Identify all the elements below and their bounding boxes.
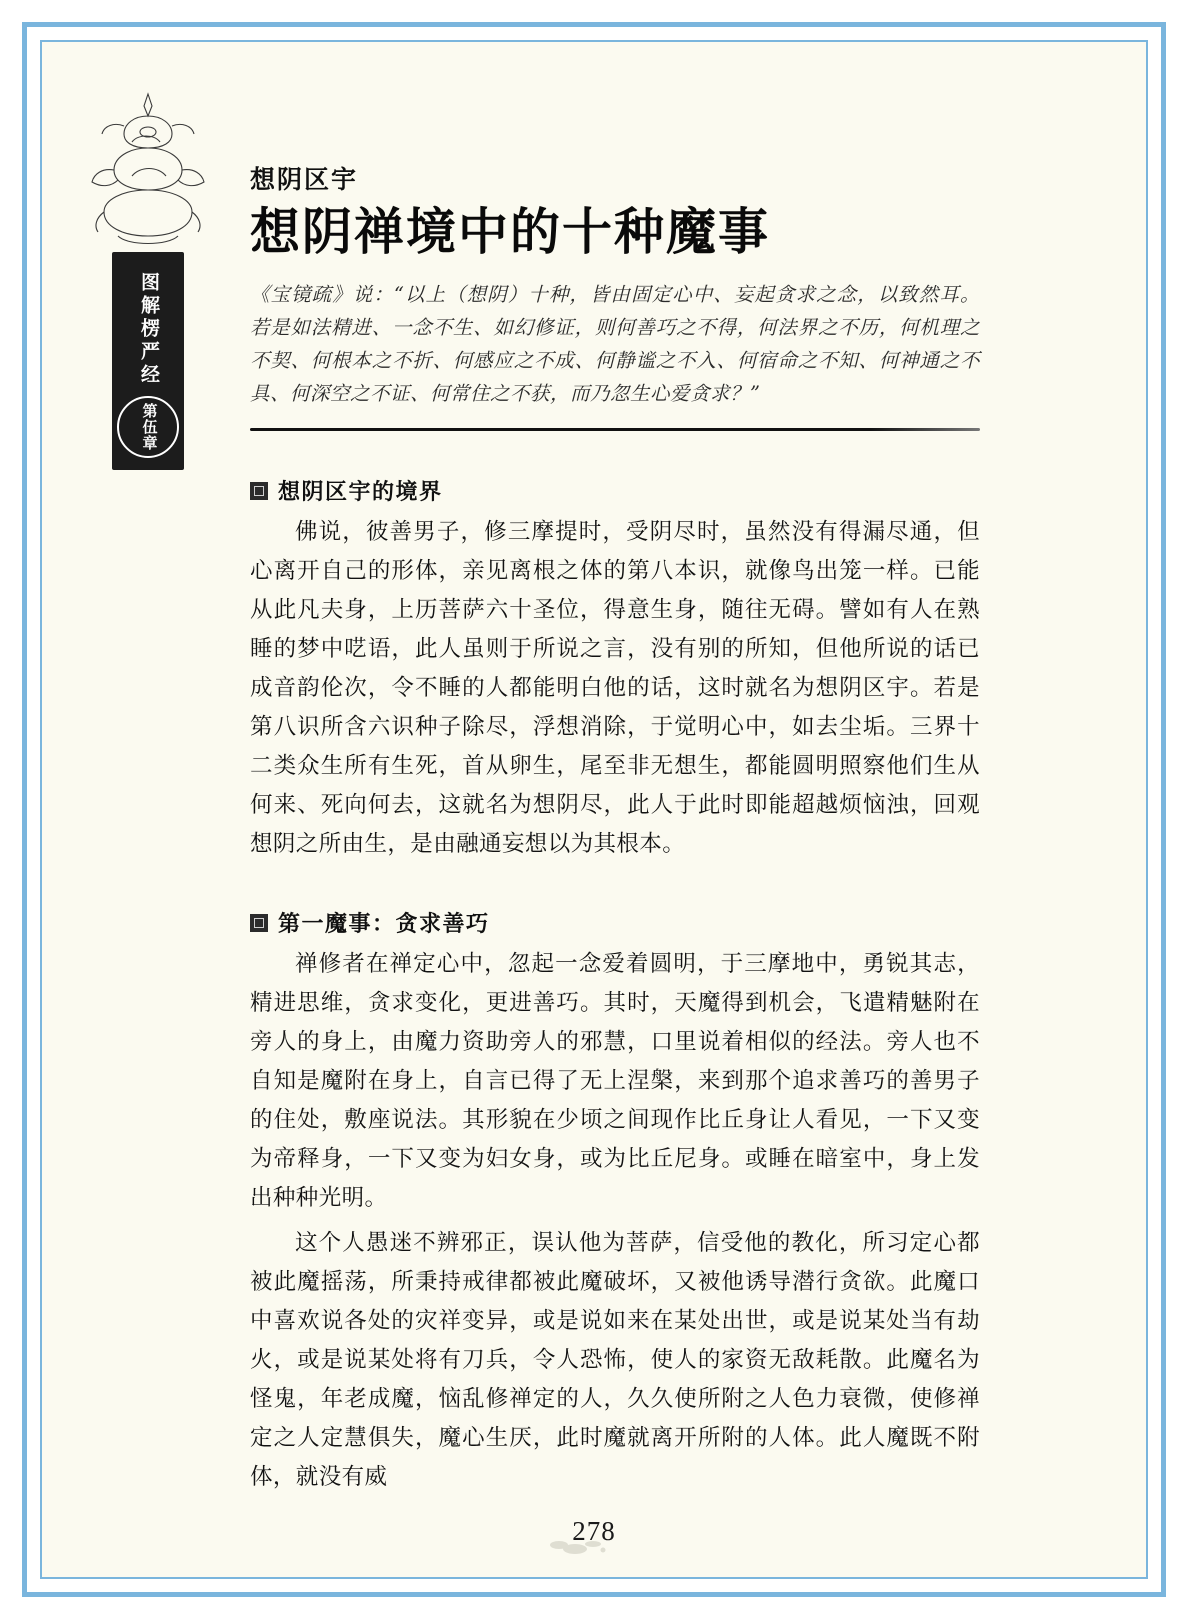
square-bullet-icon <box>250 914 268 932</box>
page-number: 278 <box>572 1516 616 1546</box>
paragraph: 这个人愚迷不辨邪正，误认他为菩萨，信受他的教化，所习定心都被此魔摇荡，所秉持戒律都被此魔破坏，又被他诱导潜行贪欲。此魔口中喜欢说各处的灾祥变异，或是说如来在某处出世，或是说某处当有劫火，或是说某处将有刀兵，令人恐怖，使人的家资无敌耗散。此魔名为怪鬼，年老成魔，恼乱修禅定的人，久久使所附之人色力衰微，使修禅定之人定慧俱失，魔心生厌，此时魔就离开所附的人体。此人魔既不附体，就没有威 <box>250 1230 980 1489</box>
page-kicker: 想阴区宇 <box>250 166 359 194</box>
article-content <box>250 120 980 1496</box>
chapter-tab <box>112 252 184 470</box>
section-heading <box>250 475 980 506</box>
paragraph: 佛说，彼善男子，修三摩提时，受阴尽时，虽然没有得漏尽通，但心离开自己的形体，亲见离根之体的第八本识，就像鸟出笼一样。已能从此凡夫身，上历菩萨六十圣位，得意生身，随往无碍。譬如有人在熟睡的梦中呓语，此人虽则于所说之言，没有别的所知，但他所说的话已成音韵伦次，令不睡的人都能明白他的话，这时就名为想阴区宇。若是第八识所含六识种子除尽，浮想消除，于觉明心中，如去尘垢。三界十二类众生所有生死，首从卵生，尾至非无想生，都能圆明照察他们生从何来、死向何去，这就名为想阴尽，此人于此时即能超越烦恼浊，回观想阴之所由生，是由融通妄想以为其根本。 <box>250 519 980 856</box>
paragraph: 禅修者在禅定心中，忽起一念爱着圆明，于三摩地中，勇锐其志，精进思维，贪求变化，更进善巧。其时，天魔得到机会，飞遣精魅附在旁人的身上，由魔力资助旁人的邪慧，口里说着相似的经法。旁人也不自知是魔附在身上，自言已得了无上涅槃，来到那个追求善巧的善男子的住处，敷座说法。其形貌在少顷之间现作比丘身让人看见，一下又变为帝释身，一下又变为妇女身，或为比丘尼身。或睡在暗室中，身上发出种种光明。 <box>250 951 980 1210</box>
header-divider <box>250 428 980 431</box>
chapter-badge-label: 第伍章 <box>140 403 157 451</box>
lotus-ornament-icon <box>88 86 208 266</box>
square-bullet-icon <box>250 482 268 500</box>
book-spine-label: 图解楞严经 <box>138 271 159 387</box>
section-heading <box>250 907 980 938</box>
page-title: 想阴禅境中的十种魔事 <box>250 204 770 260</box>
epigraph-quote: 《宝镜疏》说：“以上（想阴）十种，皆由固定心中、妄起贪求之念，以致然耳。若是如法精进、一念不生、如幻修证，则何善巧之不得，何法界之不历，何机理之不契、何根本之不折、何感应之不成、何静谧之不入、何宿命之不知、何神通之不具、何深空之不证、何常住之不获，而乃忽生心爱贪求？” <box>250 283 980 405</box>
section-title: 想阴区宇的境界 <box>278 479 443 504</box>
section-title: 第一魔事：贪求善巧 <box>278 911 490 936</box>
chapter-badge <box>117 396 179 458</box>
